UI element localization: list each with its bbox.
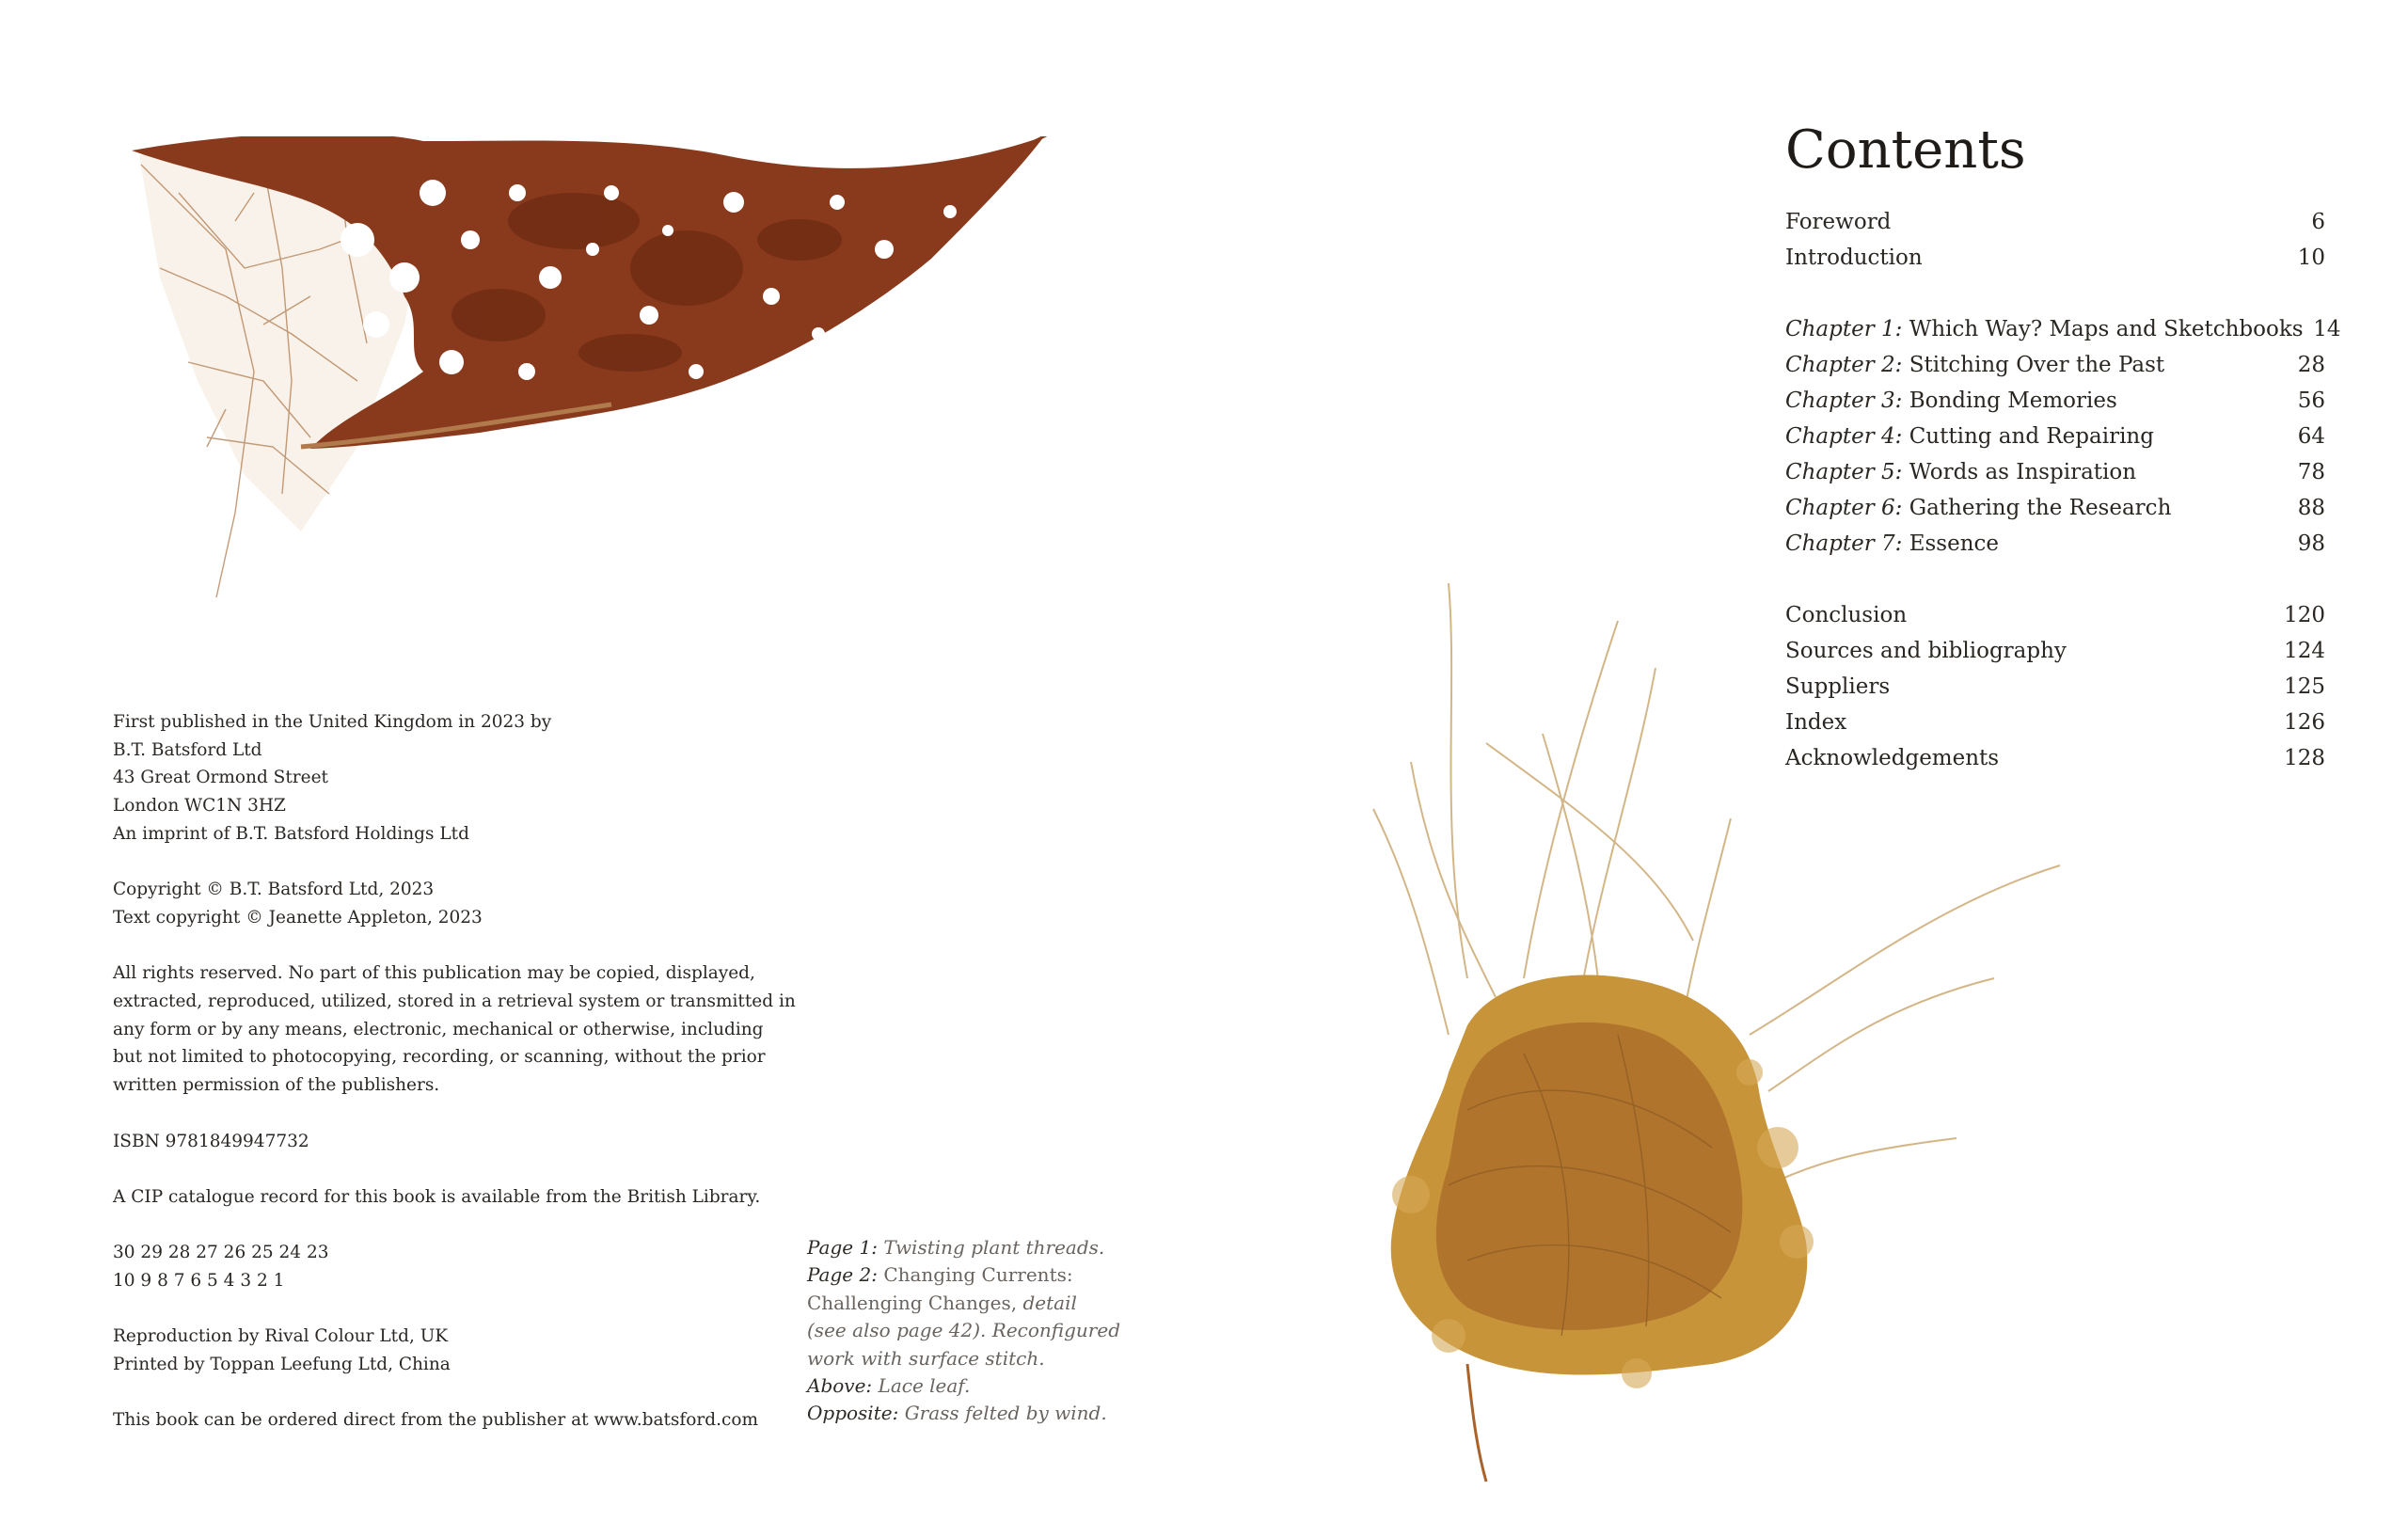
chapter-title: Words as Inspiration — [1909, 460, 2137, 484]
caption-above — [807, 1372, 1117, 1400]
caption-label: Opposite: — [807, 1402, 899, 1425]
caption-text: Grass felted by wind. — [904, 1402, 1107, 1425]
publisher-block — [113, 708, 790, 848]
toc-chapters — [1785, 311, 2341, 562]
toc-entry-label: Foreword — [1785, 210, 1892, 234]
toc-page-number: 126 — [2284, 710, 2325, 735]
toc-page-number: 124 — [2284, 639, 2325, 663]
toc-entry[interactable] — [1785, 240, 2325, 276]
toc-entry[interactable] — [1785, 740, 2325, 776]
toc-entry[interactable] — [1785, 705, 2325, 740]
chapter-number: Chapter 1: — [1785, 317, 1903, 341]
toc-entry[interactable] — [1785, 633, 2325, 669]
chapter-number: Chapter 6: — [1785, 496, 1903, 520]
toc-page-number: 28 — [2297, 353, 2325, 377]
toc-page-number: 78 — [2297, 460, 2325, 484]
toc-chapter-entry[interactable] — [1785, 526, 2325, 562]
rights-line: any form or by any means, electronic, mechanical or otherwise, including — [113, 1019, 764, 1039]
chapter-title: Cutting and Repairing — [1909, 424, 2154, 449]
image-captions — [807, 1234, 1121, 1428]
toc-entry[interactable] — [1785, 204, 2325, 240]
toc-entry[interactable] — [1785, 669, 2325, 705]
rights-line: but not limited to photocopying, recording, or scanning, without the prior — [113, 1047, 766, 1068]
toc-entry[interactable] — [1785, 597, 2325, 633]
toc-entry-label: Sources and bibliography — [1785, 639, 2067, 663]
rights-line: written permission of the publishers. — [113, 1075, 440, 1096]
copyright-line: Copyright © B.T. Batsford Ltd, 2023 — [113, 880, 435, 900]
toc-page-number: 10 — [2297, 246, 2325, 270]
toc-page-number: 64 — [2297, 424, 2325, 449]
chapter-number: Chapter 4: — [1785, 424, 1903, 449]
toc-back-matter — [1785, 597, 2325, 776]
toc-page-number: 120 — [2284, 603, 2325, 627]
toc-entry-label: Conclusion — [1785, 603, 1908, 627]
chapter-number: Chapter 2: — [1785, 353, 1903, 377]
toc-page-number: 128 — [2284, 746, 2325, 770]
toc-chapter-entry[interactable] — [1785, 383, 2325, 419]
caption-label: Page 2: — [807, 1263, 878, 1287]
publisher-line: An imprint of B.T. Batsford Holdings Ltd — [113, 823, 469, 844]
rights-line: extracted, reproduced, utilized, stored in a retrieval system or transmitted in — [113, 991, 796, 1011]
caption-opposite — [807, 1400, 1117, 1427]
isbn-line: ISBN 9781849947732 — [113, 1131, 309, 1151]
caption-label: Page 1: — [807, 1236, 878, 1259]
production-block — [113, 1323, 790, 1378]
cip-record — [113, 1183, 790, 1212]
copyright-line: Text copyright © Jeanette Appleton, 2023 — [113, 907, 483, 928]
isbn — [113, 1128, 790, 1156]
order-info — [113, 1406, 790, 1435]
publisher-line: B.T. Batsford Ltd — [113, 739, 262, 760]
publisher-line: First published in the United Kingdom in 2023 by — [113, 712, 552, 732]
chapter-number: Chapter 3: — [1785, 388, 1903, 413]
toc-chapter-entry[interactable] — [1785, 454, 2325, 490]
print-run-line: 10 9 8 7 6 5 4 3 2 1 — [113, 1270, 285, 1291]
toc-page-number: 88 — [2297, 496, 2325, 520]
production-line: Printed by Toppan Leefung Ltd, China — [113, 1355, 451, 1375]
print-run-line: 30 29 28 27 26 25 24 23 — [113, 1243, 329, 1263]
chapter-number: Chapter 5: — [1785, 460, 1903, 484]
caption-text: Twisting plant threads. — [883, 1236, 1105, 1259]
order-line: This book can be ordered direct from the publisher at www.batsford.com — [113, 1410, 758, 1431]
toc-page-number: 14 — [2313, 317, 2341, 341]
caption-text: detail — [1022, 1291, 1077, 1314]
lace-leaf-image — [122, 136, 1063, 616]
toc-entry-label: Introduction — [1785, 246, 1923, 270]
contents-title: Contents — [1785, 119, 2026, 181]
caption-text: Changing Currents: — [883, 1263, 1073, 1287]
caption-page2-cont: work with surface stitch. — [807, 1346, 1045, 1370]
copyright-block — [113, 876, 790, 931]
toc-chapter-entry[interactable] — [1785, 347, 2325, 383]
toc-page-number: 98 — [2297, 531, 2325, 556]
toc-entry-label: Suppliers — [1785, 674, 1891, 699]
caption-text: Challenging Changes, — [807, 1291, 1018, 1314]
production-line: Reproduction by Rival Colour Ltd, UK — [113, 1326, 449, 1347]
toc-entry-label: Acknowledgements — [1785, 746, 2000, 770]
rights-block — [113, 959, 796, 1100]
caption-page2-cont: (see also page 42). Reconfigured — [807, 1319, 1121, 1342]
rights-line: All rights reserved. No part of this publication may be copied, displayed, — [113, 963, 755, 984]
publisher-line: London WC1N 3HZ — [113, 796, 286, 817]
caption-page2-cont — [807, 1290, 1117, 1317]
toc-front-matter — [1785, 204, 2325, 276]
chapter-title: Which Way? Maps and Sketchbooks — [1909, 317, 2304, 341]
chapter-title: Essence — [1909, 531, 2000, 556]
publisher-line: 43 Great Ormond Street — [113, 768, 328, 788]
toc-chapter-entry[interactable] — [1785, 419, 2325, 454]
copyright-imprint — [113, 708, 796, 1463]
cip-line: A CIP catalogue record for this book is available from the British Library. — [113, 1186, 761, 1207]
toc-page-number: 125 — [2284, 674, 2325, 699]
print-run — [113, 1239, 790, 1294]
toc-page-number: 6 — [2311, 210, 2325, 234]
caption-text: Lace leaf. — [878, 1374, 971, 1398]
toc-chapter-entry[interactable] — [1785, 311, 2341, 347]
chapter-title: Bonding Memories — [1909, 388, 2117, 413]
chapter-number: Chapter 7: — [1785, 531, 1903, 556]
caption-label: Above: — [807, 1374, 873, 1398]
chapter-title: Stitching Over the Past — [1909, 353, 2165, 377]
table-of-contents — [1785, 204, 2341, 812]
caption-page2 — [807, 1261, 1117, 1289]
toc-entry-label: Index — [1785, 710, 1847, 735]
chapter-title: Gathering the Research — [1909, 496, 2172, 520]
caption-page1 — [807, 1234, 1117, 1261]
toc-chapter-entry[interactable] — [1785, 490, 2325, 526]
toc-page-number: 56 — [2297, 388, 2325, 413]
